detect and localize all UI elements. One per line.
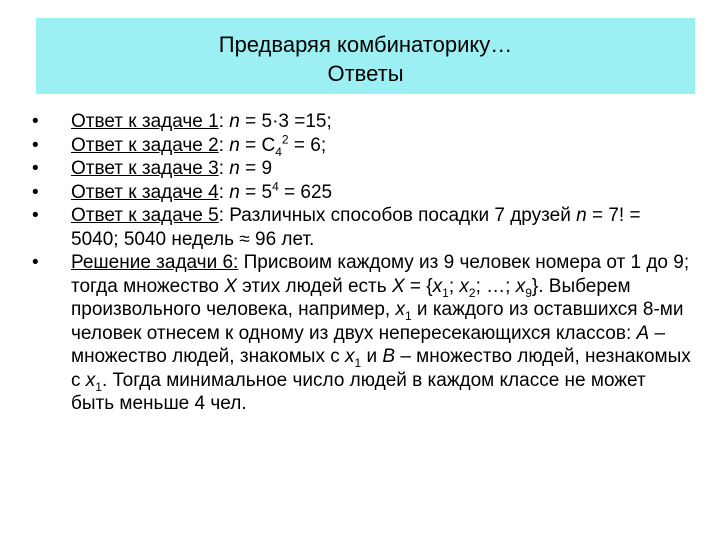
var-x: x [395, 299, 405, 320]
answer-2-colon: : [218, 134, 230, 156]
answer-1-item [32, 110, 692, 134]
answer-4-var: n [229, 181, 240, 203]
answer-4-expr-post: = 625 [278, 181, 333, 203]
var-x-sub: 1 [95, 379, 102, 394]
answer-4-expr-pre: = 5 [239, 181, 273, 203]
answer-3-colon: : [218, 158, 230, 179]
answer-5-label: Ответ к задаче 5 [71, 205, 219, 226]
bullet-icon: • [32, 252, 39, 273]
slide-title-box [36, 18, 695, 94]
answer-2-var: n [229, 134, 240, 156]
solution-6-text: и [361, 346, 383, 367]
answer-1-label: Ответ к задаче 1 [71, 111, 219, 132]
bullet-icon: • [32, 158, 39, 179]
answer-4-label: Ответ к задаче 4 [71, 181, 219, 203]
bullet-icon: • [32, 134, 39, 156]
answer-1-colon: : [218, 111, 230, 132]
var-x: x [345, 346, 355, 367]
solution-6-text: = { [404, 275, 433, 297]
solution-6-text: ; [448, 275, 460, 297]
answer-2-expr-post: = 6; [288, 134, 327, 156]
solution-6-label: Решение задачи 6: [71, 252, 239, 273]
answer-4-sup: 4 [272, 179, 279, 194]
answer-3-var: n [229, 158, 240, 179]
answer-4-item [32, 181, 692, 205]
answer-4-colon: : [218, 181, 230, 203]
var-x-sub: 9 [525, 285, 532, 300]
bullet-icon: • [32, 205, 39, 226]
solution-6-text: – множество людей, незнакомых с [71, 346, 691, 391]
var-x: x [459, 275, 469, 297]
var-x: x [515, 275, 526, 297]
var-x-sub: 1 [442, 285, 449, 300]
answer-5-text-pre: : Различных способов посадки 7 друзей [218, 205, 577, 226]
set-x-symbol: X [391, 275, 405, 297]
answer-2-expr-pre: = C [239, 134, 276, 156]
bullet-icon: • [32, 111, 39, 132]
solution-6-item [32, 251, 692, 416]
var-x-sub: 1 [354, 355, 362, 370]
solution-6-text: }. Выберем произвольного человека, например, [71, 275, 631, 320]
bullet-icon: • [32, 181, 39, 203]
set-a-symbol: A [636, 322, 650, 344]
answer-3-expr: = 9 [239, 158, 273, 179]
answer-3-item [32, 157, 692, 181]
solution-6-text: – множество людей, знакомых с [71, 322, 666, 367]
answers-list [32, 110, 692, 416]
solution-6-text: ; …; [475, 275, 516, 297]
set-b-symbol: B [382, 346, 396, 367]
solution-6-text: Присвоим каждому из 9 человек номера от 1 до 9; тогда множество [71, 252, 690, 297]
var-x-sub: 2 [468, 285, 476, 300]
var-x: x [85, 369, 96, 391]
var-x-sub: 1 [404, 308, 412, 323]
solution-6-text: этих людей есть [236, 275, 392, 297]
solution-6-text: . Тогда минимальное число людей в каждом классе не может быть меньше 4 чел. [71, 369, 646, 414]
answer-2-item [32, 134, 692, 158]
var-x: x [432, 275, 443, 297]
slide-subtitle: Ответы [327, 61, 404, 86]
slide-title: Предваряя комбинаторику… [218, 32, 513, 57]
answer-2-sub: 4 [275, 144, 282, 159]
answer-5-item [32, 204, 692, 251]
answer-2-sup: 2 [281, 132, 289, 147]
answer-5-text-post: = 7! = 5040; 5040 недель ≈ 96 лет. [71, 205, 641, 250]
answer-1-var: n [229, 111, 240, 132]
answer-1-expr: = 5·3 =15; [239, 111, 332, 132]
answer-3-label: Ответ к задаче 3 [71, 158, 219, 179]
solution-6-text: и каждого из оставшихся 8-ми человек отнесем к одному из двух непересекающихся классов: [71, 299, 684, 344]
answer-5-var: n [576, 205, 587, 226]
answer-2-label: Ответ к задаче 2 [71, 134, 219, 156]
set-x-symbol: X [224, 275, 237, 297]
